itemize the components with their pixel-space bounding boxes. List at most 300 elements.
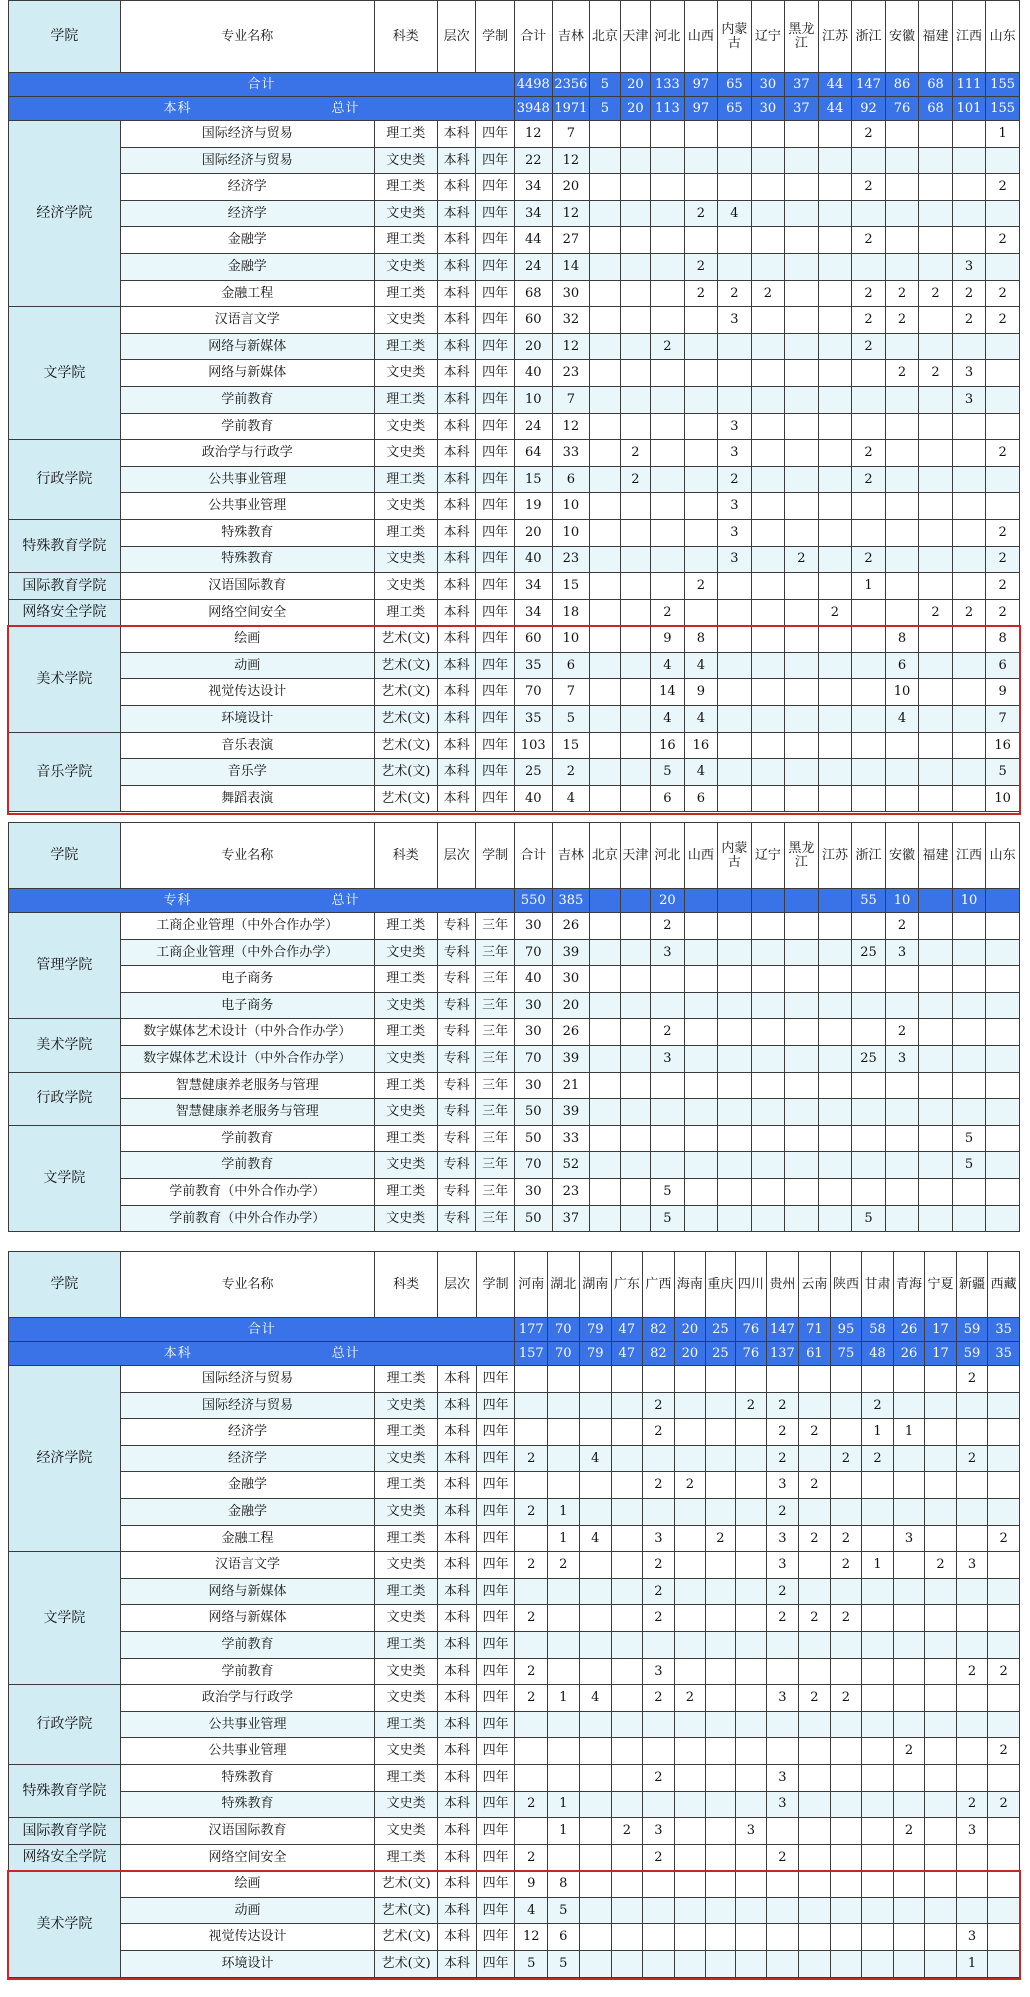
header-col: 合计 <box>514 823 552 889</box>
header-col: 宁夏 <box>925 1252 957 1318</box>
count-cell <box>612 1897 643 1924</box>
table-row <box>9 493 1020 520</box>
count-cell <box>612 1525 643 1552</box>
header-col: 湖北 <box>548 1252 580 1318</box>
count-cell: 60 <box>514 626 552 653</box>
major-cell: 特殊教育 <box>120 546 374 573</box>
count-cell <box>956 1631 988 1658</box>
count-cell <box>612 1764 643 1791</box>
count-cell <box>799 1924 831 1951</box>
table-row <box>9 785 1020 812</box>
count-cell <box>818 546 852 573</box>
count-cell: 2 <box>515 1658 548 1685</box>
xuezhi-cell: 三年 <box>476 1178 515 1205</box>
header-col: 天津 <box>620 823 650 889</box>
count-cell <box>893 1498 925 1525</box>
count-cell <box>612 1445 643 1472</box>
table-row <box>9 1764 1020 1791</box>
count-cell <box>852 1019 886 1046</box>
count-cell <box>852 493 886 520</box>
count-cell: 64 <box>514 440 552 467</box>
major-cell: 电子商务 <box>120 966 374 993</box>
header-col: 西藏 <box>988 1252 1020 1318</box>
count-cell <box>766 1658 799 1685</box>
count-cell: 50 <box>514 1099 552 1126</box>
xuezhi-cell: 三年 <box>476 1205 515 1232</box>
cengci-cell: 本科 <box>438 1818 477 1845</box>
count-cell <box>642 1631 675 1658</box>
count-cell: 25 <box>852 939 886 966</box>
count-cell: 34 <box>514 200 552 227</box>
count-cell <box>612 1605 643 1632</box>
college-cell: 美术学院 <box>9 1871 121 1977</box>
count-cell <box>919 992 953 1019</box>
count-cell <box>766 1631 799 1658</box>
cengci-cell: 本科 <box>438 1578 477 1605</box>
college-cell: 行政学院 <box>9 440 121 520</box>
total-cell: 5 <box>590 97 620 121</box>
count-cell <box>590 1045 620 1072</box>
count-cell <box>799 1844 831 1871</box>
kelei-cell: 文史类 <box>375 1791 438 1818</box>
count-cell <box>612 1711 643 1738</box>
count-cell: 2 <box>988 1658 1020 1685</box>
kelei-cell: 文史类 <box>374 307 437 334</box>
count-cell <box>925 1951 957 1978</box>
kelei-cell: 文史类 <box>375 1445 438 1472</box>
count-cell <box>885 121 919 148</box>
count-cell <box>612 1472 643 1499</box>
count-cell <box>620 360 650 387</box>
header-col: 吉林 <box>552 1 590 73</box>
count-cell <box>986 360 1020 387</box>
count-cell <box>642 1498 675 1525</box>
count-cell <box>642 1445 675 1472</box>
count-cell <box>952 785 986 812</box>
count-cell <box>830 1844 862 1871</box>
header-kelei: 科类 <box>374 1 437 73</box>
count-cell <box>862 1897 894 1924</box>
count-cell <box>986 1125 1020 1152</box>
table-row <box>9 626 1020 653</box>
count-cell <box>925 1578 957 1605</box>
header-row <box>9 823 1020 889</box>
count-cell <box>862 1764 894 1791</box>
cengci-cell: 本科 <box>437 280 476 307</box>
count-cell: 5 <box>548 1897 580 1924</box>
table-row <box>9 466 1020 493</box>
count-cell <box>893 1472 925 1499</box>
total-cell: 20 <box>651 889 685 913</box>
count-cell <box>684 1152 718 1179</box>
header-major: 专业名称 <box>120 1 374 73</box>
count-cell <box>952 121 986 148</box>
count-cell: 3 <box>956 1818 988 1845</box>
count-cell <box>675 1552 706 1579</box>
cengci-cell: 本科 <box>438 1498 477 1525</box>
count-cell <box>579 1711 612 1738</box>
count-cell <box>620 546 650 573</box>
count-cell <box>751 966 785 993</box>
count-cell <box>718 679 752 706</box>
cengci-cell: 本科 <box>438 1685 477 1712</box>
cengci-cell: 本科 <box>437 174 476 201</box>
count-cell <box>751 413 785 440</box>
header-col: 北京 <box>590 823 620 889</box>
count-cell <box>885 440 919 467</box>
count-cell <box>612 1392 643 1419</box>
kelei-cell: 理工类 <box>374 386 437 413</box>
table-row <box>9 1924 1020 1951</box>
count-cell: 26 <box>552 1019 590 1046</box>
count-cell <box>736 1552 767 1579</box>
college-cell: 网络安全学院 <box>9 1844 121 1871</box>
total-cell: 59 <box>956 1318 988 1342</box>
count-cell: 2 <box>986 174 1020 201</box>
header-cengci: 层次 <box>437 1 476 73</box>
count-cell <box>620 966 650 993</box>
kelei-cell: 理工类 <box>374 966 437 993</box>
count-cell <box>736 1605 767 1632</box>
count-cell <box>590 785 620 812</box>
count-cell: 5 <box>651 1178 685 1205</box>
header-col: 重庆 <box>705 1252 736 1318</box>
count-cell <box>612 1498 643 1525</box>
count-cell: 30 <box>552 280 590 307</box>
count-cell <box>852 1099 886 1126</box>
count-cell <box>862 1685 894 1712</box>
header-col: 黑龙江 <box>785 1 819 73</box>
count-cell <box>675 1525 706 1552</box>
enrollment-table-2 <box>8 822 1020 1232</box>
table-row <box>9 227 1020 254</box>
count-cell <box>785 280 819 307</box>
count-cell <box>718 360 752 387</box>
count-cell: 12 <box>552 200 590 227</box>
count-cell <box>862 1658 894 1685</box>
header-xuezhi: 学制 <box>476 823 515 889</box>
count-cell <box>885 333 919 360</box>
count-cell: 3 <box>952 253 986 280</box>
count-cell <box>684 333 718 360</box>
count-cell <box>751 307 785 334</box>
count-cell <box>751 174 785 201</box>
count-cell <box>590 706 620 733</box>
table-row <box>9 732 1020 759</box>
count-cell <box>852 1125 886 1152</box>
count-cell <box>799 1552 831 1579</box>
major-cell: 环境设计 <box>120 1951 374 1978</box>
count-cell <box>818 493 852 520</box>
count-cell: 2 <box>612 1818 643 1845</box>
kelei-cell: 文史类 <box>374 1205 437 1232</box>
count-cell: 14 <box>651 679 685 706</box>
cengci-cell: 本科 <box>437 706 476 733</box>
count-cell <box>548 1605 580 1632</box>
kelei-cell: 理工类 <box>375 1578 438 1605</box>
count-cell <box>919 652 953 679</box>
total-cell: 35 <box>988 1342 1020 1366</box>
total-cell: 92 <box>852 97 886 121</box>
count-cell: 2 <box>862 1445 894 1472</box>
count-cell <box>612 1924 643 1951</box>
major-cell: 网络与新媒体 <box>120 1578 374 1605</box>
count-cell <box>785 706 819 733</box>
header-cengci: 层次 <box>437 823 476 889</box>
count-cell <box>684 519 718 546</box>
count-cell: 2 <box>852 466 886 493</box>
count-cell: 2 <box>642 1419 675 1446</box>
table-row <box>9 1205 1020 1232</box>
xuezhi-cell: 四年 <box>476 440 515 467</box>
count-cell <box>620 992 650 1019</box>
count-cell: 3 <box>956 1924 988 1951</box>
count-cell <box>751 493 785 520</box>
count-cell <box>705 1711 736 1738</box>
count-cell <box>818 706 852 733</box>
count-cell <box>675 1738 706 1765</box>
total-cell: 65 <box>718 97 752 121</box>
count-cell <box>785 679 819 706</box>
table-row <box>9 519 1020 546</box>
count-cell: 40 <box>514 966 552 993</box>
xuezhi-cell: 四年 <box>476 227 515 254</box>
count-cell: 20 <box>514 333 552 360</box>
count-cell <box>590 992 620 1019</box>
major-cell: 电子商务 <box>120 992 374 1019</box>
total-cell: 55 <box>852 889 886 913</box>
table-row <box>9 1844 1020 1871</box>
count-cell <box>590 147 620 174</box>
count-cell: 4 <box>579 1445 612 1472</box>
count-cell <box>751 200 785 227</box>
count-cell <box>642 1711 675 1738</box>
count-cell: 34 <box>514 174 552 201</box>
count-cell <box>925 1658 957 1685</box>
table-row <box>9 1738 1020 1765</box>
kelei-cell: 文史类 <box>374 939 437 966</box>
count-cell: 5 <box>952 1125 986 1152</box>
count-cell <box>862 1605 894 1632</box>
xuezhi-cell: 四年 <box>476 1951 515 1978</box>
count-cell <box>893 1445 925 1472</box>
count-cell: 2 <box>919 280 953 307</box>
count-cell <box>736 1738 767 1765</box>
count-cell <box>620 1072 650 1099</box>
cengci-cell: 本科 <box>438 1419 477 1446</box>
count-cell <box>751 785 785 812</box>
count-cell: 2 <box>651 913 685 940</box>
count-cell <box>818 121 852 148</box>
college-cell: 网络安全学院 <box>9 599 121 626</box>
count-cell <box>718 1019 752 1046</box>
count-cell <box>590 413 620 440</box>
cengci-cell: 本科 <box>438 1366 477 1393</box>
kelei-cell: 艺术(文) <box>375 1951 438 1978</box>
table-row <box>9 1658 1020 1685</box>
count-cell: 2 <box>925 1552 957 1579</box>
header-college: 学院 <box>9 823 121 889</box>
major-cell: 国际经济与贸易 <box>120 147 374 174</box>
count-cell: 7 <box>552 386 590 413</box>
count-cell: 12 <box>514 121 552 148</box>
kelei-cell: 理工类 <box>374 519 437 546</box>
major-cell: 金融工程 <box>120 280 374 307</box>
count-cell <box>675 1419 706 1446</box>
count-cell: 3 <box>893 1525 925 1552</box>
count-cell <box>620 227 650 254</box>
total-cell: 20 <box>675 1318 706 1342</box>
count-cell <box>986 992 1020 1019</box>
cengci-cell: 本科 <box>438 1764 477 1791</box>
count-cell <box>785 333 819 360</box>
count-cell: 39 <box>552 1045 590 1072</box>
count-cell: 5 <box>952 1152 986 1179</box>
total-row <box>9 73 1020 97</box>
count-cell <box>893 1844 925 1871</box>
count-cell: 2 <box>852 546 886 573</box>
count-cell <box>766 1924 799 1951</box>
count-cell <box>952 1099 986 1126</box>
count-cell <box>925 1924 957 1951</box>
cengci-cell: 本科 <box>437 519 476 546</box>
count-cell <box>925 1711 957 1738</box>
cengci-cell: 本科 <box>438 1844 477 1871</box>
count-cell <box>818 360 852 387</box>
count-cell <box>852 386 886 413</box>
count-cell: 2 <box>986 599 1020 626</box>
count-cell <box>952 493 986 520</box>
count-cell <box>620 706 650 733</box>
count-cell: 2 <box>852 333 886 360</box>
count-cell <box>684 307 718 334</box>
header-major: 专业名称 <box>120 1252 374 1318</box>
major-cell: 舞蹈表演 <box>120 785 374 812</box>
count-cell <box>988 1419 1020 1446</box>
major-cell: 学前教育（中外合作办学） <box>120 1205 374 1232</box>
count-cell: 3 <box>766 1791 799 1818</box>
count-cell: 2 <box>548 1552 580 1579</box>
table-row <box>9 1099 1020 1126</box>
count-cell <box>830 1711 862 1738</box>
count-cell <box>651 121 685 148</box>
count-cell: 2 <box>552 759 590 786</box>
count-cell <box>718 1125 752 1152</box>
count-cell: 21 <box>552 1072 590 1099</box>
count-cell <box>818 1152 852 1179</box>
count-cell <box>705 1445 736 1472</box>
count-cell: 12 <box>552 147 590 174</box>
major-cell: 经济学 <box>120 1445 374 1472</box>
xuezhi-cell: 四年 <box>476 493 515 520</box>
cengci-cell: 本科 <box>437 440 476 467</box>
xuezhi-cell: 四年 <box>476 360 515 387</box>
count-cell: 4 <box>684 652 718 679</box>
kelei-cell: 理工类 <box>374 1125 437 1152</box>
count-cell: 2 <box>515 1685 548 1712</box>
count-cell <box>620 1152 650 1179</box>
count-cell <box>515 1392 548 1419</box>
count-cell <box>705 1791 736 1818</box>
count-cell <box>612 1685 643 1712</box>
count-cell: 25 <box>852 1045 886 1072</box>
count-cell <box>785 1178 819 1205</box>
xuezhi-cell: 四年 <box>476 147 515 174</box>
kelei-cell: 文史类 <box>374 253 437 280</box>
count-cell <box>736 1525 767 1552</box>
count-cell <box>705 1924 736 1951</box>
count-cell <box>799 1366 831 1393</box>
count-cell <box>684 913 718 940</box>
kelei-cell: 文史类 <box>374 147 437 174</box>
total-cell: 61 <box>799 1342 831 1366</box>
count-cell <box>919 121 953 148</box>
count-cell: 2 <box>799 1685 831 1712</box>
count-cell <box>952 992 986 1019</box>
count-cell <box>736 1871 767 1898</box>
count-cell <box>893 1764 925 1791</box>
cengci-cell: 本科 <box>437 546 476 573</box>
count-cell <box>785 386 819 413</box>
count-cell <box>952 913 986 940</box>
count-cell: 2 <box>830 1445 862 1472</box>
header-kelei: 科类 <box>375 1252 438 1318</box>
major-cell: 学前教育 <box>120 1658 374 1685</box>
count-cell <box>705 1738 736 1765</box>
cengci-cell: 本科 <box>438 1525 477 1552</box>
count-cell <box>705 1552 736 1579</box>
total-cell: 137 <box>766 1342 799 1366</box>
total-row <box>9 889 1020 913</box>
count-cell <box>818 966 852 993</box>
count-cell <box>862 1498 894 1525</box>
major-cell: 网络与新媒体 <box>120 360 374 387</box>
cengci-cell: 本科 <box>437 493 476 520</box>
count-cell <box>751 1099 785 1126</box>
count-cell <box>751 706 785 733</box>
count-cell <box>919 1099 953 1126</box>
enrollment-table-3 <box>8 1251 1020 1978</box>
count-cell <box>952 413 986 440</box>
count-cell <box>590 732 620 759</box>
count-cell <box>620 174 650 201</box>
count-cell: 2 <box>684 280 718 307</box>
count-cell: 68 <box>514 280 552 307</box>
count-cell <box>785 307 819 334</box>
cengci-cell: 专科 <box>437 1019 476 1046</box>
count-cell <box>736 1419 767 1446</box>
xuezhi-cell: 四年 <box>476 1472 515 1499</box>
count-cell <box>684 147 718 174</box>
xuezhi-cell: 四年 <box>476 599 515 626</box>
count-cell: 2 <box>956 1366 988 1393</box>
count-cell <box>986 1019 1020 1046</box>
major-cell: 金融学 <box>120 253 374 280</box>
count-cell: 5 <box>986 759 1020 786</box>
count-cell <box>919 307 953 334</box>
table-row <box>9 1045 1020 1072</box>
count-cell <box>852 913 886 940</box>
major-cell: 经济学 <box>120 1419 374 1446</box>
count-cell <box>893 1871 925 1898</box>
total-cell <box>785 889 819 913</box>
table-row <box>9 1791 1020 1818</box>
major-cell: 网络与新媒体 <box>120 1605 374 1632</box>
count-cell <box>956 1472 988 1499</box>
count-cell <box>785 652 819 679</box>
count-cell: 40 <box>514 785 552 812</box>
count-cell <box>718 1152 752 1179</box>
